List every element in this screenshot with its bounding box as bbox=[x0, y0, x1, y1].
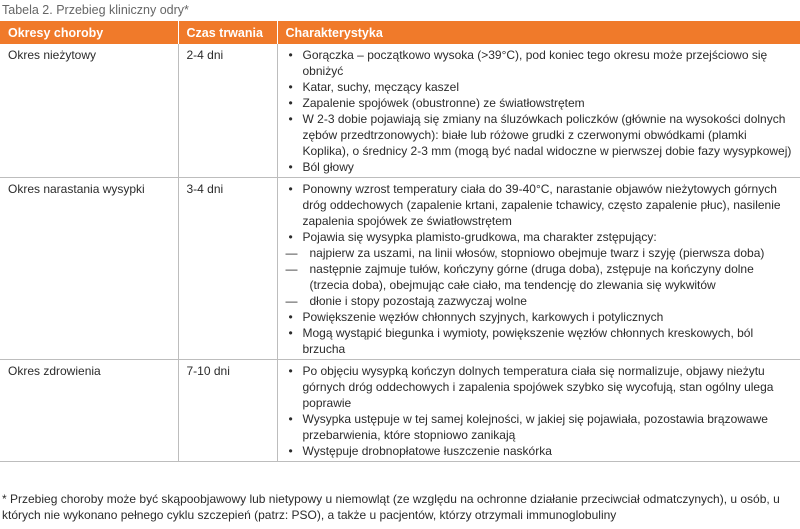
header-row bbox=[0, 21, 800, 44]
symptom-item: • W 2-3 dobie pojawiają się zmiany na śluzówkach policzków (głównie na wysokości dolnych zębów przedtrzonowych): białe lub różowe grudki z czerwonymi obwódkami (plamki Koplika), o średnicy 2-3 mm (mogą być nadal widoczne w pierwszej dobie fazy wysypkowej) bbox=[286, 111, 795, 159]
table-body bbox=[0, 44, 800, 462]
symptom-list bbox=[286, 47, 795, 175]
characteristics-cell bbox=[277, 360, 800, 462]
symptom-subitem: — następnie zajmuje tułów, kończyny górne (druga doba), zstępuje na kończyny dolne (trzecia doba), obejmując całe ciało, ma tendencję do zlewania się wykwitów bbox=[286, 261, 795, 293]
symptom-item: • Katar, suchy, męczący kaszel bbox=[286, 79, 795, 95]
period-cell: Okres narastania wysypki bbox=[0, 178, 178, 360]
clinical-course-table bbox=[0, 21, 800, 462]
symptom-subitem: — najpierw za uszami, na linii włosów, stopniowo obejmuje twarz i szyję (pierwsza doba) bbox=[286, 245, 795, 261]
table-row bbox=[0, 44, 800, 178]
symptom-item: • Zapalenie spojówek (obustronne) ze światłowstrętem bbox=[286, 95, 795, 111]
symptom-item: • Powiększenie węzłów chłonnych szyjnych, karkowych i potylicznych bbox=[286, 309, 795, 325]
table-row bbox=[0, 360, 800, 462]
header-characteristics: Charakterystyka bbox=[277, 21, 800, 44]
symptom-item: • Po objęciu wysypką kończyn dolnych temperatura ciała się normalizuje, objawy nieżytu górnych dróg oddechowych i zapalenia spojówek szybko się wycofują, stan ogólny ulega poprawie bbox=[286, 363, 795, 411]
symptom-subitem: — dłonie i stopy pozostają zazwyczaj wolne bbox=[286, 293, 795, 309]
period-cell: Okres zdrowienia bbox=[0, 360, 178, 462]
symptom-item: • Ponowny wzrost temperatury ciała do 39-40°C, narastanie objawów nieżytowych górnych dróg oddechowych (zapalenie krtani, zapalenie tchawicy, często zapalenie płuc), nasilenie zapalenia spojówek ze światłowstrętem bbox=[286, 181, 795, 229]
symptom-list bbox=[286, 363, 795, 459]
footnote: * Przebieg choroby może być skąpoobjawowy lub nietypowy u niemowląt (ze względu na ochronne działanie przeciwciał odmatczynych), u osób, u których nie wykonano pełnego cyklu szczepień (patrz: PSO), a także u pacjentów, którzy otrzymali immunoglobuliny bbox=[2, 492, 780, 522]
header-duration: Czas trwania bbox=[178, 21, 277, 44]
period-cell: Okres nieżytowy bbox=[0, 44, 178, 178]
symptom-item: • Wysypka ustępuje w tej samej kolejności, w jakiej się pojawiała, pozostawia brązowawe przebarwienia, które stopniowo zanikają bbox=[286, 411, 795, 443]
symptom-item: • Gorączka – początkowo wysoka (>39°C), pod koniec tego okresu może przejściowo się obniżyć bbox=[286, 47, 795, 79]
duration-cell: 7-10 dni bbox=[178, 360, 277, 462]
table-row bbox=[0, 178, 800, 360]
symptom-item: • Występuje drobnopłatowe łuszczenie naskórka bbox=[286, 443, 795, 459]
characteristics-cell bbox=[277, 44, 800, 178]
symptom-item: • Ból głowy bbox=[286, 159, 795, 175]
duration-cell: 2-4 dni bbox=[178, 44, 277, 178]
header-period: Okresy choroby bbox=[0, 21, 178, 44]
table-header bbox=[0, 21, 800, 44]
symptom-item: • Pojawia się wysypka plamisto-grudkowa, ma charakter zstępujący: bbox=[286, 229, 795, 245]
duration-cell: 3-4 dni bbox=[178, 178, 277, 360]
characteristics-cell bbox=[277, 178, 800, 360]
symptom-item: • Mogą wystąpić biegunka i wymioty, powiększenie węzłów chłonnych kreskowych, ból brzucha bbox=[286, 325, 795, 357]
symptom-list bbox=[286, 181, 795, 357]
table-caption: Tabela 2. Przebieg kliniczny odry* bbox=[2, 3, 189, 17]
